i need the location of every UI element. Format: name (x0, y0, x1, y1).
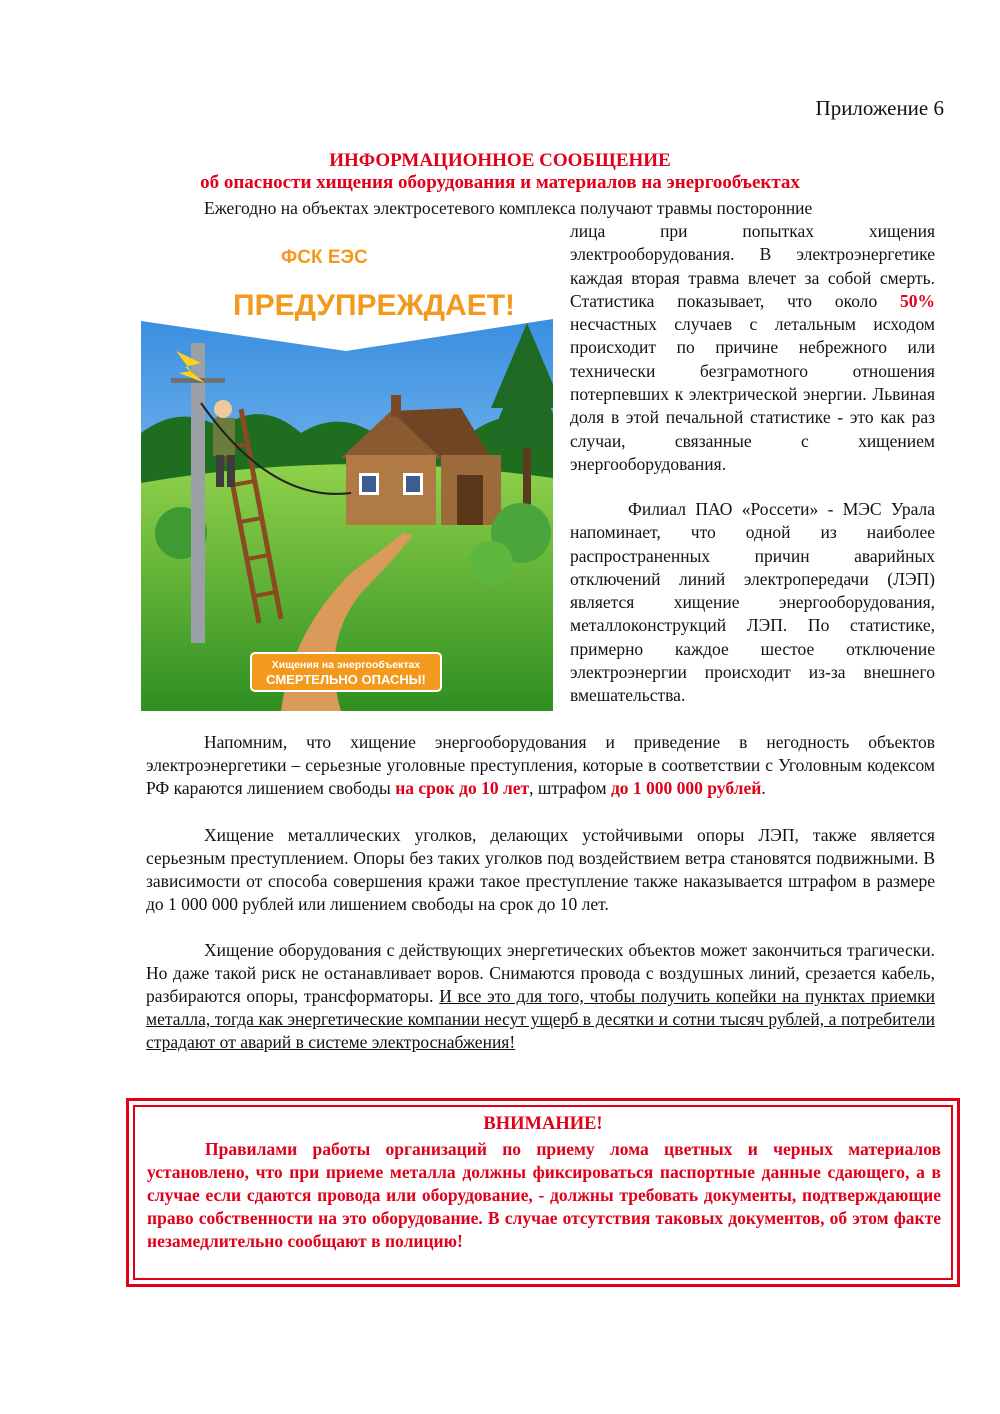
para4-underlined: И все это для того, чтобы получить копейки на пунктах приемки металла, тогда как энергетические компании несут ущерб в десятки и сотни тысяч рублей, а потребители страдают от аварий в системе электроснабжения! (146, 986, 936, 1052)
side1-text-a: лица при попытках хищения электрооборудования. В электроэнергетике каждая вторая травма влечет за собой смерть. Статистика показывает, что около (570, 221, 935, 311)
intro-line: Ежегодно на объектах электросетевого комплекса получают травмы посторонние (204, 198, 813, 218)
warning-heading: ВНИМАНИЕ! (483, 1114, 603, 1134)
term-highlight: на срок до 10 лет (395, 778, 530, 798)
paragraph-theft (146, 939, 935, 1054)
poster-badge-line-1: Хищения на энергообъектах (271, 659, 421, 671)
poster-brand: ФСК ЕЭС (281, 247, 368, 268)
poster-headline: ПРЕДУПРЕЖДАЕТ! (233, 289, 516, 322)
para2-text-b: , штрафом (529, 778, 611, 798)
para2-text-a: Напомним, что хищение энергооборудования и приведение в негодность объектов электроэнергетики – серьезные уголовные преступления, которые в соответствии с Уголовным кодексом РФ караются лишением свободы (146, 732, 935, 798)
document-title (0, 150, 1000, 194)
warning-box (126, 1098, 960, 1287)
side-paragraph-2: Филиал ПАО «Россети» - МЭС Урала напоминает, что одной из наиболее распространенных причин аварийных отключений линий электропередачи (ЛЭП) является хищение энергооборудования, металлоконструкций ЛЭП. По статистике, примерно каждое шестое отключение электроэнергии происходит из-за внешнего вмешательства. (570, 499, 935, 706)
title-line-2: об опасности хищения оборудования и материалов на энергообъектах (200, 172, 800, 193)
warning-poster (141, 233, 553, 711)
paragraph-penalties (146, 731, 935, 800)
appendix-label: Приложение 6 (815, 96, 944, 120)
warning-body: Правилами работы организаций по приему лома цветных и черных материалов установлено, что при приеме металла должны фиксироваться паспортные данные сдающего, а в случае если сдаются провода или оборудование, - должны требовать документы, подтверждающие право собственности на это оборудование. В случае отсутствия таковых документов, об этом факте незамедлительно сообщают в полицию! (147, 1139, 941, 1251)
paragraph-angles: Хищение металлических уголков, делающих устойчивыми опоры ЛЭП, также является серьезным преступлением. Опоры без таких уголков под воздействием ветра становятся подвижными. В зависимости от способа совершения кражи такое преступление также наказывается штрафом в размере до 1 000 000 рублей или лишением свободы на срок до 10 лет. (146, 825, 935, 914)
poster-badge-line-2: СМЕРТЕЛЬНО ОПАСНЫ! (266, 672, 426, 687)
stat-highlight: 50% (900, 290, 935, 311)
fine-highlight: до 1 000 000 рублей (610, 778, 762, 798)
side-paragraph-1 (570, 220, 935, 476)
para2-text-c: . (761, 778, 766, 798)
poster-illustration (141, 233, 553, 711)
para4-text-a: Хищение оборудования с действующих энергетических объектов может закончиться трагически. Но даже такой риск не останавливает воров. Снимаются провода с воздушных линий, срезается кабель, разбираются опоры, трансформаторы. (146, 940, 935, 1006)
side1-text-b: несчастных случаев с летальным исходом происходит по причине небрежного или технически безграмотного отношения потерпевших к электрической энергии. Львиная доля в этой печальной статистике - это как раз случаи, связанные с хищением энергооборудования. (570, 314, 935, 474)
title-line-1: ИНФОРМАЦИОННОЕ СООБЩЕНИЕ (329, 150, 671, 171)
